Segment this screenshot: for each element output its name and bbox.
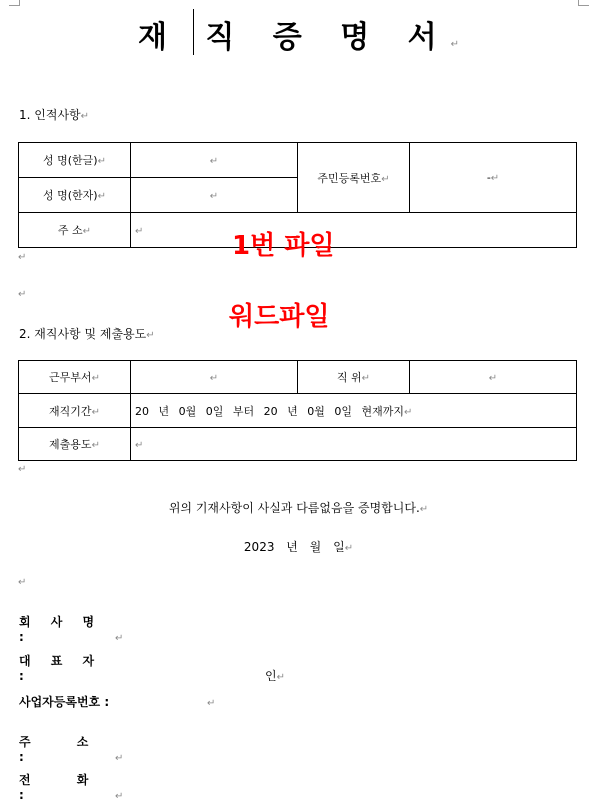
company-phone-line[interactable] bbox=[19, 771, 123, 802]
section2-heading[interactable] bbox=[19, 325, 155, 342]
position-value-cell[interactable] bbox=[410, 361, 577, 394]
issue-date-text: 2023 년 월 일 bbox=[243, 540, 345, 554]
address-label-cell[interactable] bbox=[19, 213, 131, 248]
document-title[interactable] bbox=[0, 12, 597, 56]
paragraph-mark-icon: ↵ bbox=[361, 373, 371, 384]
paragraph-mark-icon: ↵ bbox=[97, 191, 106, 202]
name-hanja-label: 성 명(한자) bbox=[43, 189, 98, 202]
paragraph-mark-icon: ↵ bbox=[91, 373, 100, 384]
department-label-cell[interactable] bbox=[19, 361, 131, 394]
paragraph-mark-icon: ↵ bbox=[209, 155, 219, 167]
paragraph-mark-icon: ↵ bbox=[419, 504, 429, 515]
overlay-label-word-file: 워드파일 bbox=[229, 302, 330, 332]
resident-number-label-cell[interactable] bbox=[298, 143, 410, 213]
section1-heading-text: 1. 인적사항 bbox=[19, 108, 81, 122]
position-label-cell[interactable] bbox=[298, 361, 410, 394]
department-label: 근무부서 bbox=[49, 371, 92, 384]
issue-date[interactable] bbox=[0, 538, 597, 555]
ceo-line[interactable] bbox=[19, 652, 285, 684]
purpose-value-cell[interactable] bbox=[131, 428, 577, 461]
certify-statement-text: 위의 기재사항이 사실과 다름없음을 증명합니다. bbox=[168, 501, 420, 515]
paragraph-mark-icon: ↵ bbox=[209, 190, 219, 202]
business-reg-number-line[interactable] bbox=[19, 693, 215, 710]
paragraph-mark-icon: ↵ bbox=[18, 464, 27, 475]
period-label: 재직기간 bbox=[49, 404, 92, 418]
purpose-label-cell[interactable] bbox=[19, 428, 131, 461]
paragraph-mark-icon: ↵ bbox=[146, 330, 155, 341]
section2-heading-text: 2. 재직사항 및 제출용도 bbox=[19, 327, 147, 341]
company-name-label: 회 사 명 : bbox=[19, 615, 96, 644]
paragraph-mark-icon: ↵ bbox=[91, 440, 100, 451]
name-korean-label-cell[interactable] bbox=[19, 143, 131, 178]
paragraph-mark-icon: ↵ bbox=[276, 672, 285, 683]
name-hanja-value-cell[interactable] bbox=[131, 178, 298, 213]
paragraph-mark-icon: ↵ bbox=[18, 577, 27, 588]
paragraph-mark-icon: ↵ bbox=[403, 406, 413, 418]
overlay-label-file-number: 1번 파일 bbox=[232, 231, 335, 261]
resident-number-value: - bbox=[486, 171, 491, 184]
period-label-cell[interactable] bbox=[19, 394, 131, 428]
paragraph-mark-icon: ↵ bbox=[80, 111, 90, 122]
paragraph-mark-icon: ↵ bbox=[18, 252, 27, 263]
seal-text: 인 bbox=[265, 669, 277, 683]
company-address-line[interactable] bbox=[19, 733, 123, 764]
paragraph-mark-icon: ↵ bbox=[115, 753, 124, 764]
page-corner-mark-right bbox=[578, 0, 589, 6]
paragraph-mark-icon: ↵ bbox=[115, 791, 124, 802]
paragraph-mark-icon: ↵ bbox=[18, 289, 27, 300]
paragraph-mark-icon: ↵ bbox=[91, 406, 100, 418]
paragraph-mark-icon: ↵ bbox=[209, 372, 219, 384]
name-korean-value-cell[interactable] bbox=[131, 143, 298, 178]
period-value-cell[interactable] bbox=[131, 394, 577, 428]
paragraph-mark-icon: ↵ bbox=[97, 156, 106, 167]
section1-heading[interactable] bbox=[19, 106, 89, 123]
paragraph-mark-icon: ↵ bbox=[450, 39, 460, 50]
paragraph-mark-icon: ↵ bbox=[490, 173, 500, 184]
employment-info-table bbox=[18, 360, 577, 461]
resident-number-value-cell[interactable] bbox=[410, 143, 577, 213]
resident-number-label: 주민등록번호 bbox=[317, 171, 382, 185]
ceo-label: 대 표 자 : bbox=[19, 654, 96, 683]
period-value: 20 년 0월 0일 부터 20 년 0월 0일 현재까지 bbox=[135, 404, 404, 418]
purpose-label: 제출용도 bbox=[49, 438, 92, 451]
name-hanja-label-cell[interactable] bbox=[19, 178, 131, 213]
address-label: 주 소 bbox=[57, 224, 83, 237]
paragraph-mark-icon: ↵ bbox=[207, 698, 216, 709]
company-address-label: 주 소 : bbox=[19, 735, 89, 764]
company-phone-label: 전 화 : bbox=[19, 773, 89, 802]
paragraph-mark-icon: ↵ bbox=[82, 226, 92, 237]
department-value-cell[interactable] bbox=[131, 361, 298, 394]
paragraph-mark-icon: ↵ bbox=[135, 225, 144, 237]
paragraph-mark-icon: ↵ bbox=[344, 543, 354, 554]
business-reg-number-label: 사업자등록번호 : bbox=[19, 695, 110, 709]
page-corner-mark-left bbox=[9, 0, 20, 6]
certify-statement[interactable] bbox=[0, 499, 597, 516]
address-value-cell[interactable] bbox=[131, 213, 577, 248]
position-label: 직 위 bbox=[336, 371, 362, 384]
paragraph-mark-icon: ↵ bbox=[381, 173, 390, 185]
document-title-text: 재 직 증 명 서 bbox=[137, 20, 451, 55]
company-name-line[interactable] bbox=[19, 613, 123, 644]
paragraph-mark-icon: ↵ bbox=[115, 633, 124, 644]
paragraph-mark-icon: ↵ bbox=[135, 439, 144, 451]
paragraph-mark-icon: ↵ bbox=[488, 372, 498, 384]
name-korean-label: 성 명(한글) bbox=[43, 154, 98, 167]
